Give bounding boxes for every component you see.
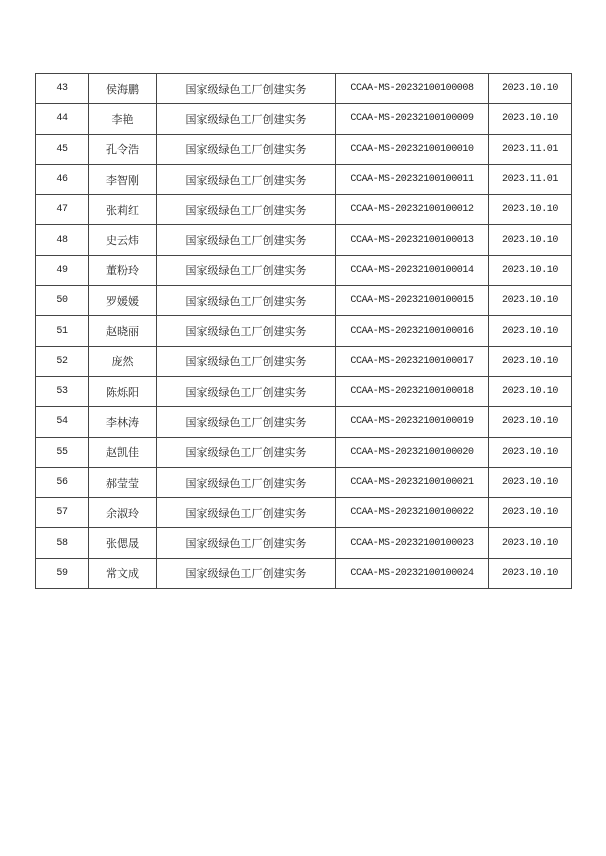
course-cell: 国家级绿色工厂创建实务 (157, 134, 336, 164)
row-index-cell: 43 (36, 74, 89, 104)
name-cell: 史云炜 (89, 225, 157, 255)
course-cell: 国家级绿色工厂创建实务 (157, 498, 336, 528)
name-cell: 赵凯佳 (89, 437, 157, 467)
date-cell: 2023.11.01 (489, 134, 572, 164)
course-cell: 国家级绿色工厂创建实务 (157, 376, 336, 406)
table-row (36, 316, 572, 346)
course-cell: 国家级绿色工厂创建实务 (157, 558, 336, 588)
certificate-number-cell: CCAA-MS-20232100100008 (336, 74, 489, 104)
table-row (36, 467, 572, 497)
date-cell: 2023.10.10 (489, 376, 572, 406)
row-index-cell: 56 (36, 467, 89, 497)
table-row (36, 134, 572, 164)
certificate-number-cell: CCAA-MS-20232100100014 (336, 255, 489, 285)
row-index-cell: 53 (36, 376, 89, 406)
course-cell: 国家级绿色工厂创建实务 (157, 164, 336, 194)
course-cell: 国家级绿色工厂创建实务 (157, 407, 336, 437)
table-row (36, 437, 572, 467)
name-cell: 赵晓丽 (89, 316, 157, 346)
row-index-cell: 52 (36, 346, 89, 376)
table-row (36, 376, 572, 406)
date-cell: 2023.10.10 (489, 407, 572, 437)
table-row (36, 346, 572, 376)
certificate-number-cell: CCAA-MS-20232100100019 (336, 407, 489, 437)
name-cell: 庞然 (89, 346, 157, 376)
certificate-number-cell: CCAA-MS-20232100100012 (336, 195, 489, 225)
name-cell: 孔令浩 (89, 134, 157, 164)
certificate-number-cell: CCAA-MS-20232100100018 (336, 376, 489, 406)
certificate-number-cell: CCAA-MS-20232100100016 (336, 316, 489, 346)
table-row (36, 195, 572, 225)
certificate-number-cell: CCAA-MS-20232100100013 (336, 225, 489, 255)
certificate-number-cell: CCAA-MS-20232100100023 (336, 528, 489, 558)
date-cell: 2023.10.10 (489, 467, 572, 497)
row-index-cell: 50 (36, 286, 89, 316)
table-row (36, 558, 572, 588)
row-index-cell: 57 (36, 498, 89, 528)
certificate-number-cell: CCAA-MS-20232100100015 (336, 286, 489, 316)
row-index-cell: 59 (36, 558, 89, 588)
certificate-table (35, 73, 572, 589)
certificate-number-cell: CCAA-MS-20232100100010 (336, 134, 489, 164)
date-cell: 2023.10.10 (489, 316, 572, 346)
course-cell: 国家级绿色工厂创建实务 (157, 437, 336, 467)
table-row (36, 286, 572, 316)
course-cell: 国家级绿色工厂创建实务 (157, 467, 336, 497)
row-index-cell: 55 (36, 437, 89, 467)
certificate-number-cell: CCAA-MS-20232100100017 (336, 346, 489, 376)
row-index-cell: 44 (36, 104, 89, 134)
row-index-cell: 46 (36, 164, 89, 194)
date-cell: 2023.10.10 (489, 437, 572, 467)
name-cell: 陈烁阳 (89, 376, 157, 406)
date-cell: 2023.10.10 (489, 104, 572, 134)
row-index-cell: 54 (36, 407, 89, 437)
date-cell: 2023.10.10 (489, 346, 572, 376)
table-row (36, 104, 572, 134)
name-cell: 董粉玲 (89, 255, 157, 285)
table-row (36, 407, 572, 437)
name-cell: 郝莹莹 (89, 467, 157, 497)
name-cell: 李智刚 (89, 164, 157, 194)
table-row (36, 74, 572, 104)
row-index-cell: 51 (36, 316, 89, 346)
name-cell: 常文成 (89, 558, 157, 588)
name-cell: 李林涛 (89, 407, 157, 437)
name-cell: 张偲晟 (89, 528, 157, 558)
name-cell: 罗媛媛 (89, 286, 157, 316)
certificate-number-cell: CCAA-MS-20232100100011 (336, 164, 489, 194)
date-cell: 2023.10.10 (489, 195, 572, 225)
row-index-cell: 45 (36, 134, 89, 164)
date-cell: 2023.10.10 (489, 286, 572, 316)
name-cell: 侯海鹏 (89, 74, 157, 104)
row-index-cell: 48 (36, 225, 89, 255)
row-index-cell: 58 (36, 528, 89, 558)
date-cell: 2023.10.10 (489, 225, 572, 255)
certificate-number-cell: CCAA-MS-20232100100021 (336, 467, 489, 497)
date-cell: 2023.10.10 (489, 528, 572, 558)
table-row (36, 498, 572, 528)
certificate-number-cell: CCAA-MS-20232100100009 (336, 104, 489, 134)
row-index-cell: 49 (36, 255, 89, 285)
course-cell: 国家级绿色工厂创建实务 (157, 255, 336, 285)
course-cell: 国家级绿色工厂创建实务 (157, 286, 336, 316)
certificate-number-cell: CCAA-MS-20232100100022 (336, 498, 489, 528)
date-cell: 2023.10.10 (489, 74, 572, 104)
table-row (36, 528, 572, 558)
date-cell: 2023.10.10 (489, 558, 572, 588)
course-cell: 国家级绿色工厂创建实务 (157, 74, 336, 104)
row-index-cell: 47 (36, 195, 89, 225)
course-cell: 国家级绿色工厂创建实务 (157, 195, 336, 225)
name-cell: 余淑玲 (89, 498, 157, 528)
name-cell: 李艳 (89, 104, 157, 134)
course-cell: 国家级绿色工厂创建实务 (157, 346, 336, 376)
table-row (36, 255, 572, 285)
course-cell: 国家级绿色工厂创建实务 (157, 104, 336, 134)
certificate-number-cell: CCAA-MS-20232100100024 (336, 558, 489, 588)
date-cell: 2023.10.10 (489, 498, 572, 528)
course-cell: 国家级绿色工厂创建实务 (157, 316, 336, 346)
table-row (36, 225, 572, 255)
course-cell: 国家级绿色工厂创建实务 (157, 225, 336, 255)
course-cell: 国家级绿色工厂创建实务 (157, 528, 336, 558)
date-cell: 2023.10.10 (489, 255, 572, 285)
name-cell: 张莉红 (89, 195, 157, 225)
date-cell: 2023.11.01 (489, 164, 572, 194)
table-row (36, 164, 572, 194)
certificate-number-cell: CCAA-MS-20232100100020 (336, 437, 489, 467)
